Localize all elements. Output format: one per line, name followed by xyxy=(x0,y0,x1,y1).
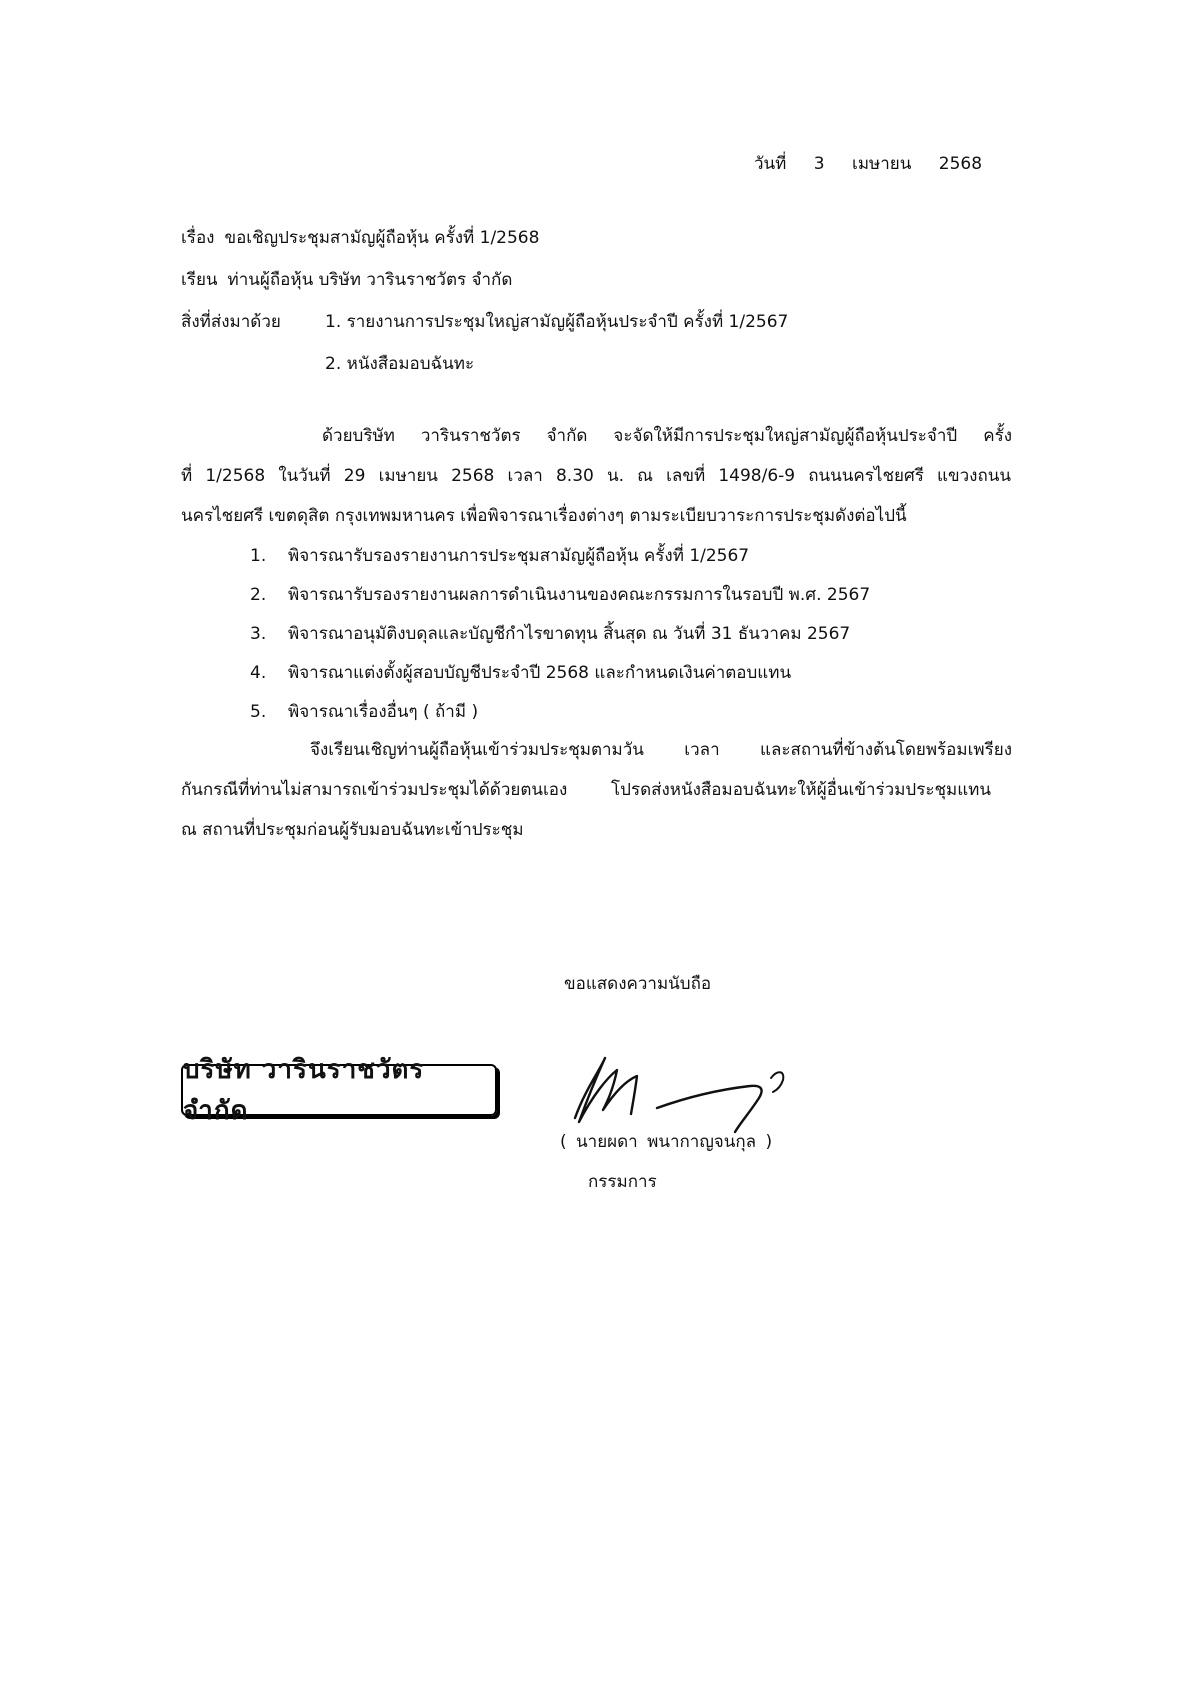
letter-date xyxy=(754,152,998,176)
body-paragraph-1-line: ด้วยบริษัท วารินราชวัตร จำกัด จะจัดให้มีการประชุมใหญ่สามัญผู้ถือหุ้นประจำปี ครั้ง xyxy=(322,426,1012,446)
enclosure-label: สิ่งที่ส่งมาด้วย xyxy=(181,312,281,332)
closing-salutation: ขอแสดงความนับถือ xyxy=(564,974,712,994)
agenda-number: 5. xyxy=(250,702,267,722)
agenda-number: 3. xyxy=(250,624,267,644)
subject-line xyxy=(181,226,539,250)
agenda-text: พิจารณารับรองรายงานผลการดำเนินงานของคณะกรรมการในรอบปี พ.ศ. 2567 xyxy=(288,585,871,605)
agenda-item xyxy=(250,661,791,685)
body-paragraph-1-line: นครไชยศรี เขตดุสิต กรุงเทพมหานคร เพื่อพิจารณาเรื่องต่างๆ ตามระเบียบวาระการประชุมดังต่อไปนี้ xyxy=(181,506,907,526)
company-stamp: บริษัท วารินราชวัตร จำกัด xyxy=(181,1064,497,1116)
agenda-text: พิจารณารับรองรายงานการประชุมสามัญผู้ถือหุ้น ครั้งที่ 1/2567 xyxy=(288,546,750,566)
agenda-number: 1. xyxy=(250,546,267,566)
date-year: 2568 xyxy=(938,154,983,174)
recipient-label: เรียน xyxy=(181,270,218,290)
agenda-number: 2. xyxy=(250,585,267,605)
date-day: 3 xyxy=(813,154,825,174)
body-paragraph-2-line: จึงเรียนเชิญท่านผู้ถือหุ้นเข้าร่วมประชุมตามวัน เวลา และสถานที่ข้างต้นโดยพร้อมเพรียง xyxy=(310,740,1012,760)
agenda-item xyxy=(250,544,749,568)
recipient-text: ท่านผู้ถือหุ้น บริษัท วารินราชวัตร จำกัด xyxy=(227,270,513,290)
subject-text: ขอเชิญประชุมสามัญผู้ถือหุ้น ครั้งที่ 1/2568 xyxy=(224,228,540,248)
body-paragraph-2-line: กันกรณีที่ท่านไม่สามารถเข้าร่วมประชุมได้ด้วยตนเอง โปรดส่งหนังสือมอบฉันทะให้ผู้อื่นเข้าร่วมประชุมแทน xyxy=(181,780,991,800)
agenda-text: พิจารณาเรื่องอื่นๆ ( ถ้ามี ) xyxy=(288,702,479,722)
agenda-text: พิจารณาแต่งตั้งผู้สอบบัญชีประจำปี 2568 และกำหนดเงินค่าตอบแทน xyxy=(288,663,792,683)
date-month: เมษายน xyxy=(852,154,912,174)
agenda-number: 4. xyxy=(250,663,267,683)
date-label: วันที่ xyxy=(754,154,787,174)
enclosure-item: 2. หนังสือมอบฉันทะ xyxy=(325,354,475,374)
signer-position: กรรมการ xyxy=(588,1172,657,1192)
agenda-text: พิจารณาอนุมัติงบดุลและบัญชีกำไรขาดทุน สิ้นสุด ณ วันที่ 31 ธันวาคม 2567 xyxy=(288,624,851,644)
agenda-item xyxy=(250,700,478,724)
signer-name: ( นายผดา พนากาญจนกุล ) xyxy=(560,1132,773,1152)
body-paragraph-2-line: ณ สถานที่ประชุมก่อนผู้รับมอบฉันทะเข้าประชุม xyxy=(181,820,524,840)
recipient-line xyxy=(181,268,512,292)
agenda-item xyxy=(250,622,850,646)
enclosure-item: 1. รายงานการประชุมใหญ่สามัญผู้ถือหุ้นประจำปี ครั้งที่ 1/2567 xyxy=(325,312,789,332)
body-paragraph-1-line: ที่ 1/2568 ในวันที่ 29 เมษายน 2568 เวลา 8.30 น. ณ เลขที่ 1498/6-9 ถนนนครไชยศรี แขวงถนน xyxy=(181,466,1011,486)
agenda-item xyxy=(250,583,870,607)
subject-label: เรื่อง xyxy=(181,228,215,248)
